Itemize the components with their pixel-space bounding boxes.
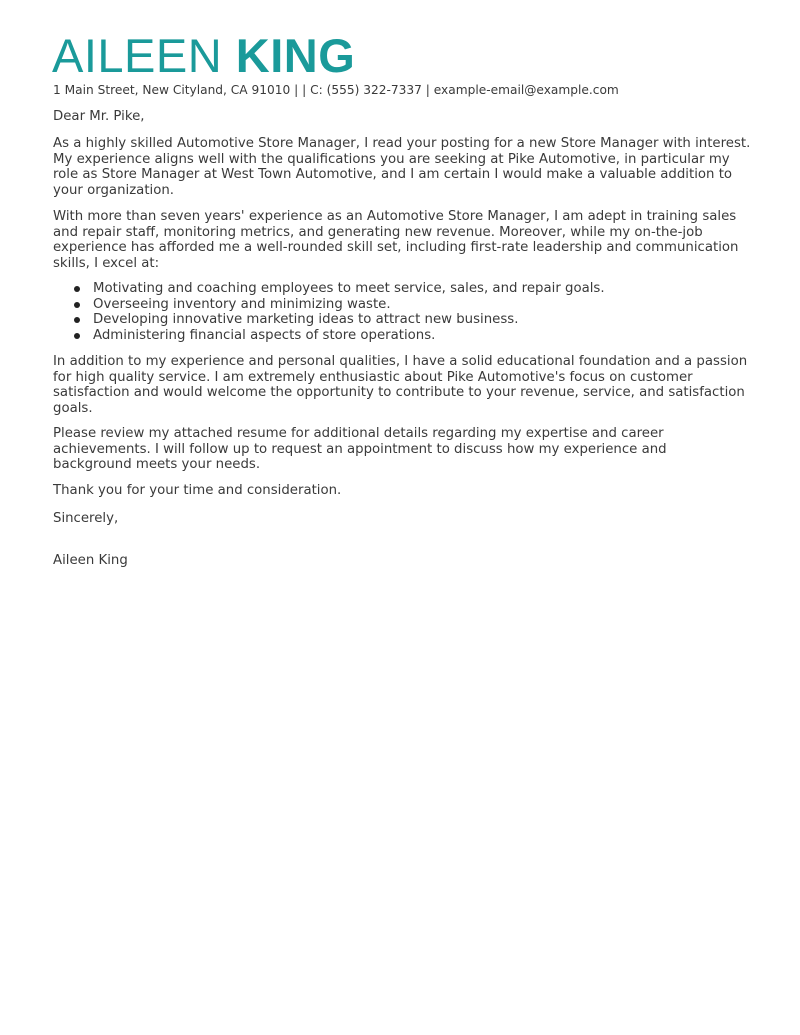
paragraph-line: Please review my attached resume for additional details regarding my expertise and career xyxy=(53,426,664,441)
paragraph-line: goals. xyxy=(53,400,93,416)
paragraph-experience xyxy=(53,209,773,271)
salutation xyxy=(53,109,773,125)
bullet-icon xyxy=(74,317,80,323)
paragraph-line: role as Store Manager at West Town Automotive, and I am certain I would make a valuable addition to xyxy=(53,167,733,182)
paragraph-line: With more than seven years' experience as an Automotive Store Manager, I am adept in training sales xyxy=(53,209,737,224)
list-item-text: Overseeing inventory and minimizing waste. xyxy=(93,296,391,312)
paragraph-line: experience has afforded me a well-rounded skill set, including first-rate leadership and communication xyxy=(53,240,739,255)
list-item xyxy=(53,281,605,297)
closing-text: Sincerely, xyxy=(53,511,119,526)
paragraph-education xyxy=(53,354,773,416)
paragraph-line: satisfaction and would welcome the opportunity to contribute to your revenue, service, and satisfaction xyxy=(53,385,745,400)
list-item xyxy=(53,328,605,344)
thanks-text: Thank you for your time and consideration. xyxy=(53,483,342,498)
list-item-text: Developing innovative marketing ideas to attract new business. xyxy=(93,312,519,327)
list-item xyxy=(53,297,605,313)
paragraph-followup xyxy=(53,426,773,473)
thanks-line xyxy=(53,483,773,499)
bullet-icon xyxy=(74,333,80,339)
paragraph-line: and repair staff, monitoring metrics, and generating new revenue. Moreover, while my on-the-job xyxy=(53,224,703,240)
bullet-icon xyxy=(74,302,80,308)
list-item-text: Motivating and coaching employees to meet service, sales, and repair goals. xyxy=(93,281,605,296)
first-name: AILEEN xyxy=(52,29,223,82)
paragraph-line: As a highly skilled Automotive Store Manager, I read your posting for a new Store Manager with interest. xyxy=(53,136,751,151)
last-name: KING xyxy=(235,29,356,82)
contact-info: 1 Main Street, New Cityland, CA 91010 | | C: (555) 322-7337 | example-email@example.com xyxy=(53,83,619,97)
salutation-text: Dear Mr. Pike, xyxy=(53,109,145,124)
applicant-name-heading xyxy=(52,30,355,82)
paragraph-intro xyxy=(53,136,773,198)
paragraph-line: skills, I excel at: xyxy=(53,255,160,271)
paragraph-line: In addition to my experience and personal qualities, I have a solid educational foundation and a passion xyxy=(53,354,748,369)
paragraph-line: for high quality service. I am extremely enthusiastic about Pike Automotive's focus on customer xyxy=(53,369,693,385)
paragraph-line: your organization. xyxy=(53,182,175,198)
bullet-icon xyxy=(74,286,80,292)
signature-text: Aileen King xyxy=(53,553,128,568)
list-item xyxy=(53,312,605,328)
closing-line xyxy=(53,511,773,527)
paragraph-line: background meets your needs. xyxy=(53,457,261,472)
skills-list xyxy=(53,281,605,343)
paragraph-line: My experience aligns well with the qualifications you are seeking at Pike Automotive, in particular my xyxy=(53,151,730,167)
signature-line xyxy=(53,553,773,569)
list-item-text: Administering financial aspects of store operations. xyxy=(93,327,436,343)
paragraph-line: achievements. I will follow up to request an appointment to discuss how my experience and xyxy=(53,441,667,457)
